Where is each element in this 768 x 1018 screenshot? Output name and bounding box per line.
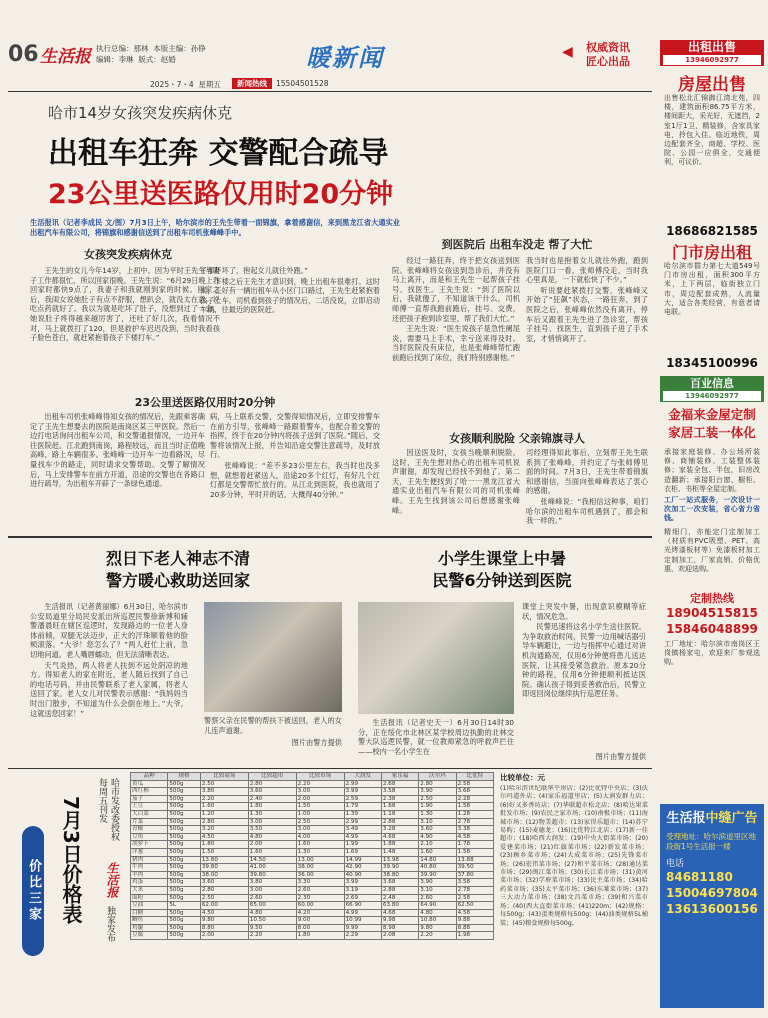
story-2-credit: 图片由警方提供: [291, 738, 342, 747]
ad-3-phone-2: 15846048899: [666, 622, 758, 636]
table-cell: 500g: [168, 788, 201, 796]
table-cell: 13.00: [296, 856, 344, 864]
table-cell: 白糖: [131, 909, 168, 917]
price-col-header: 比较超市: [248, 773, 296, 781]
table-cell: 10.99: [344, 917, 381, 925]
table-cell: 1.90: [419, 803, 456, 811]
table-cell: 500g: [168, 864, 201, 872]
table-cell: 1.58: [456, 848, 493, 856]
lead-subhead-3: 到医院后 出租车没走 帮了大忙: [441, 238, 593, 251]
table-cell: 豆腐: [131, 932, 168, 940]
table-cell: 40.80: [419, 864, 456, 872]
table-cell: 8.88: [456, 924, 493, 932]
table-cell: 40.90: [344, 871, 381, 879]
table-cell: 3.49: [344, 826, 381, 834]
table-cell: 500g: [168, 886, 201, 894]
sidebar-classifieds: [660, 40, 764, 1012]
table-cell: 39.50: [456, 864, 493, 872]
table-cell: 猪肉: [131, 856, 168, 864]
table-cell: 3.68: [381, 879, 418, 887]
ad-3-address: 工厂地址：哈尔滨市南岗区王岗镇杨家屯，欢迎来厂参观选购。: [664, 640, 760, 667]
sidebar-top-label: 出租出售 13946092977: [660, 40, 764, 66]
table-cell: 42.90: [344, 864, 381, 872]
bottom-ad-address: 受理地址：哈尔滨道里区地段街1号生活报一楼: [666, 832, 756, 851]
table-cell: 39.80: [200, 864, 248, 872]
table-cell: 2.80: [200, 886, 248, 894]
table-cell: 1.99: [344, 841, 381, 849]
table-row: [131, 864, 494, 872]
ad-3-body-2: 精细门，亦能定门定制加工（材质有PVC吸塑、PET、高光烤漆板材等）免漆板材加工定制加工，厂家直销，价格优惠，欢迎选购。: [664, 528, 760, 573]
lead-col-4: 病，马上联系交警，交警得知情况后，立即安排警车在前方引导，张峰峰一路跟着警车，也配合着交警的指挥，终于在20分钟内将孩子送到了医院。”随后，交警将该情况上报，并告知沿途交警注意疏导，及时放行。 张峰峰说：“差不多23公里左右，我当时也没多想，就想着赶紧送人，沿途20多个红灯，有好几个红灯都是交警帮忙放行的。从江北到医院，我也就用了20多分钟，平时开的话，大概得40分钟。”: [210, 412, 380, 499]
story-3-body: 生活报讯（记者史天一）6月30日14时30分，正在绥化市北林区某学校周边执勤的北林交警大队巡逻民警，就一位教师紧急的呼救声拦住——校内一名小学生在: [358, 718, 514, 756]
bottom-ad-phone-3: 13613600156: [666, 902, 758, 916]
table-cell: 3.10: [419, 886, 456, 894]
table-cell: 2.60: [248, 894, 296, 902]
table-cell: 1.50: [296, 803, 344, 811]
table-cell: 1.39: [344, 810, 381, 818]
table-cell: 1.69: [344, 848, 381, 856]
table-cell: 13.98: [381, 856, 418, 864]
table-row: [131, 818, 494, 826]
table-row: [131, 848, 494, 856]
bottom-ad-hotline-label: 电话: [666, 859, 685, 869]
table-cell: 500g: [168, 917, 201, 925]
story-2-body: 生活报讯（记者黄丽娜）6月30日，哈尔滨市公安局道里分局民安派出所巡逻民警徐新博和辅警潘晨旺在辖区巡逻时，发现路边的一位老人身体前倾，双腿无法迈步，正大的汗珠顺着他的脸颊滚落。“大爷！您怎么了？”两人赶忙上前，急切地问道。老人嘴唇蠕动，但无法清晰表达。 天气炎热，两人将老人扶到不远处阴凉的地方。得知老人的家在附近，老人随后找到了自己的电话号码，并由民警联系了老人家属，将老人送回了家。老人女儿对民警表示感谢：“我妈妈当时出门散步，不知道为什么会倒在地上。”大爷，这就送您回家！”: [30, 602, 188, 718]
table-cell: 500g: [168, 894, 201, 902]
table-cell: 60.00: [296, 902, 344, 910]
table-cell: 4.99: [344, 833, 381, 841]
table-row: [131, 886, 494, 894]
table-cell: 1.60: [296, 841, 344, 849]
lead-story: [8, 94, 652, 528]
ad-3-title: 金福来金屋定制 家居工装一体化: [668, 407, 756, 440]
price-table-title: 7月3日价格表: [59, 796, 83, 924]
table-cell: 8.00: [296, 924, 344, 932]
table-cell: 鸡腿: [131, 924, 168, 932]
table-cell: 大白菜: [131, 810, 168, 818]
ad-3-hotline-label: 定制热线: [690, 592, 734, 605]
table-cell: 8.80: [200, 924, 248, 932]
table-cell: 2.00: [248, 841, 296, 849]
table-cell: 4.58: [456, 909, 493, 917]
table-cell: 64.90: [419, 902, 456, 910]
table-cell: 茄子: [131, 795, 168, 803]
table-cell: 鲫鱼: [131, 917, 168, 925]
table-cell: 1.18: [381, 810, 418, 818]
table-cell: 3.60: [248, 788, 296, 796]
table-cell: 2.20: [248, 932, 296, 940]
table-cell: 3.60: [200, 879, 248, 887]
table-row: [131, 909, 494, 917]
price-col-header: 规格: [168, 773, 201, 781]
lead-subhead-1: 女孩突发疾病休克: [84, 248, 172, 261]
price-table-wrap: [130, 772, 494, 1008]
table-cell: 500g: [168, 833, 201, 841]
table-cell: 500g: [168, 932, 201, 940]
lead-intro: 生活报讯（记者李成民 文/图）7月3日上午，哈尔滨市的王先生带着一面锦旗，拿着感谢信，来到黑龙江省大通实业出租汽车有限公司，将锦旗和感谢信送到了出租车司机张峰峰手中。: [30, 218, 400, 237]
table-cell: 2.68: [381, 780, 418, 788]
section-divider: [8, 536, 652, 538]
table-cell: 4.50: [200, 833, 248, 841]
table-cell: 1.88: [381, 841, 418, 849]
table-cell: 13.80: [200, 856, 248, 864]
table-cell: 4.68: [381, 909, 418, 917]
table-row: [131, 788, 494, 796]
ad-2-phone: 18345100996: [666, 356, 758, 370]
table-cell: 豆角: [131, 833, 168, 841]
table-row: [131, 856, 494, 864]
table-cell: 9.00: [296, 917, 344, 925]
table-cell: 大米: [131, 886, 168, 894]
table-cell: 2.29: [344, 932, 381, 940]
price-exclusive: 独家发布: [105, 906, 115, 942]
table-cell: 1.28: [456, 810, 493, 818]
table-cell: 38.00: [200, 871, 248, 879]
lead-headline: 出租车狂奔 交警配合疏导: [48, 136, 389, 171]
table-cell: 2.78: [456, 886, 493, 894]
table-cell: 3.19: [344, 886, 381, 894]
lead-col-7: 因送医及时，女孩当晚顺利脱险。这时，王先生想对热心的出租车司机说声谢谢，却发现已经找不到他了。第二天，王先生便找到了哈一一黑龙江省大通实业出租汽车有限公司的司机张峰峰。王先生找到该公司后想感谢张峰峰。: [392, 448, 520, 515]
table-cell: 10.80: [419, 917, 456, 925]
table-cell: 2.60: [296, 886, 344, 894]
table-cell: 1.58: [456, 803, 493, 811]
price-col-header: 家乐福: [381, 773, 418, 781]
table-cell: 3.68: [456, 788, 493, 796]
price-col-header: 大润发: [344, 773, 381, 781]
table-cell: 13.88: [456, 856, 493, 864]
table-row: [131, 833, 494, 841]
price-table-header: [131, 773, 494, 781]
table-cell: 面粉: [131, 894, 168, 902]
table-cell: 1.79: [344, 803, 381, 811]
table-cell: 4.90: [419, 833, 456, 841]
table-cell: 2.88: [381, 886, 418, 894]
table-cell: 39.90: [419, 871, 456, 879]
table-cell: 14.80: [419, 856, 456, 864]
table-cell: 1.60: [248, 848, 296, 856]
table-cell: 500g: [168, 909, 201, 917]
table-cell: 500g: [168, 826, 201, 834]
table-cell: 9.98: [381, 917, 418, 925]
table-cell: 3.00: [248, 818, 296, 826]
table-cell: 洋葱: [131, 848, 168, 856]
table-cell: 41.00: [248, 864, 296, 872]
table-cell: 2.50: [200, 780, 248, 788]
table-row: [131, 795, 494, 803]
story-2-headline: 烈日下老人神志不清 警方暖心救助送回家: [105, 549, 250, 590]
paper-name-logo: 生活报: [40, 47, 91, 67]
table-cell: 14.50: [248, 856, 296, 864]
table-cell: 500g: [168, 810, 201, 818]
story-elderly-rescue: [8, 540, 348, 766]
table-cell: 2.80: [248, 780, 296, 788]
story-3-credit: 图片由警方提供: [595, 752, 646, 761]
price-band-label: 价比三家: [22, 826, 44, 956]
table-row: [131, 932, 494, 940]
table-cell: 500g: [168, 879, 201, 887]
hotline-number: 15504501528: [276, 79, 329, 88]
lead-col-2: 子都吓坏了，抱起女儿就往外跑。” 下楼之后王先生才意识到，晚上出租车很难打。这时候，正好有一辆出租车从小区门口路过，王先生赶紧抱着孩子上车。司机看到孩子的情况后，二话没说，立即启动车辆，往最近的医院赶。: [200, 266, 380, 315]
lead-col-5: 经过一路狂奔，终于把女孩送到医院。张峰峰将女孩送到急诊后，并没有马上离开，而是和王先生一起帮孩子挂号、找医生。王先生说：“到了医院以后，我就傻了，不知道该干什么，司机师傅一直帮我跑前跑后，挂号、交费，还把孩子抱到诊室里，帮了我们大忙。” 王先生说：“医生说孩子是急性阑尾炎，需要马上手术，幸亏送来得及时。当时医院没有床位，也是张峰峰帮忙跑前跑后找到了床位，我们特别感谢他。”: [392, 256, 520, 362]
price-col-header: 比较市场: [296, 773, 344, 781]
table-cell: 3.58: [456, 879, 493, 887]
table-cell: 4.80: [248, 833, 296, 841]
table-cell: 土豆: [131, 803, 168, 811]
table-cell: 5L: [168, 902, 201, 910]
table-cell: 2.69: [344, 894, 381, 902]
lead-col-1: 王先生的女儿今年14岁，上初中。因为平时王先生与妻子工作都很忙，所以回家很晚。王先生说：“6月29日晚上我回家时都快9点了，我妻子和我就刚到家的时候。回家之后，我闺女说她肚子有点不舒服，想趴会，就没太在意。说吃点药就好了。我以为就是吃坏了肚子，没想到过了一会，她说肚子疼得越来越厉害了，还吐了好几次，我看情况不对，马上就拨打了120，但是救护车迟迟没到，当时我看孩子脸色苍白，就赶紧抱着孩子下楼打车。”: [30, 266, 220, 343]
table-cell: 牛肉: [131, 864, 168, 872]
table-cell: 4.99: [344, 909, 381, 917]
table-cell: 3.60: [419, 826, 456, 834]
table-cell: 38.80: [381, 871, 418, 879]
table-cell: 3.90: [419, 788, 456, 796]
table-cell: 2.10: [419, 841, 456, 849]
table-cell: 4.68: [381, 833, 418, 841]
bottom-ad-phone-1: 84681180: [666, 870, 733, 884]
ad-3-highlight: 工厂一站式服务，一次设计一次加工一次安装，省心省力省钱。: [664, 496, 760, 523]
story-student-heatstroke: [352, 540, 652, 766]
story-3-body-2: 课堂上突发中暑，出现意识模糊等症状，情况危急。 民警迅速将这名小学生送往医院。为争取救治时间，民警一边用喊话器引导车辆避让，一边与指挥中心通过对讲机沟通路况，仅用6分钟便将患儿送达医院，让其接受紧急救治。原本20分钟的路程，仅用6分钟便顺利抵达医院。确认孩子得到妥善救治后，民警立即返回岗位继续执行巡逻任务。: [522, 602, 646, 699]
lead-subheadline: 23公里送医路仅用时20分钟: [48, 179, 394, 210]
table-cell: 2.58: [456, 780, 493, 788]
table-cell: 1.20: [200, 810, 248, 818]
price-notes-title: 比较单位：元: [500, 773, 545, 782]
table-cell: 4.80: [248, 909, 296, 917]
story-2-caption: 警察父亲在民警的帮扶下被送回，老人的女儿连声道谢。: [204, 716, 342, 735]
table-cell: 1.80: [296, 932, 344, 940]
table-cell: 14.99: [344, 856, 381, 864]
table-cell: 9.88: [456, 917, 493, 925]
ad-1-phone: 18686821585: [666, 224, 758, 238]
table-row: [131, 803, 494, 811]
table-cell: 2.20: [296, 780, 344, 788]
price-notes: [500, 772, 648, 1008]
table-cell: 黄瓜: [131, 780, 168, 788]
table-cell: 1.00: [296, 810, 344, 818]
photo-police-carrying-student: [358, 602, 514, 714]
table-cell: 2.59: [344, 795, 381, 803]
table-cell: 3.20: [200, 826, 248, 834]
table-cell: 63.80: [381, 902, 418, 910]
table-row: [131, 879, 494, 887]
table-cell: 2.08: [381, 932, 418, 940]
table-cell: 2.88: [381, 818, 418, 826]
table-cell: 2.00: [200, 932, 248, 940]
table-row: [131, 810, 494, 818]
table-cell: 3.30: [296, 879, 344, 887]
table-cell: 500g: [168, 780, 201, 788]
price-source: 哈市发改委授权 每周五刊发: [97, 778, 119, 841]
table-cell: 3.00: [296, 788, 344, 796]
table-cell: 39.80: [248, 871, 296, 879]
table-cell: 4.20: [296, 909, 344, 917]
photo-police-helping-elderly: [204, 602, 342, 712]
table-cell: 2.99: [344, 818, 381, 826]
bottom-ad-phone-2: 15004697804: [666, 886, 758, 900]
table-cell: 芹菜: [131, 818, 168, 826]
table-cell: 3.10: [419, 818, 456, 826]
table-cell: 3.50: [248, 826, 296, 834]
table-cell: 4.50: [200, 909, 248, 917]
table-cell: 2.99: [344, 780, 381, 788]
table-cell: 3.38: [456, 826, 493, 834]
table-cell: 2.00: [296, 795, 344, 803]
table-cell: 1.80: [248, 803, 296, 811]
table-row: [131, 894, 494, 902]
price-table: [130, 772, 494, 940]
table-cell: 500g: [168, 818, 201, 826]
bottom-ad-title: 生活报中缝广告: [666, 811, 758, 826]
table-cell: 2.20: [419, 932, 456, 940]
table-cell: 4.80: [419, 909, 456, 917]
table-cell: 2.80: [419, 780, 456, 788]
table-cell: 2.20: [200, 795, 248, 803]
table-cell: 1.50: [200, 848, 248, 856]
table-cell: 8.98: [381, 924, 418, 932]
table-cell: 62.50: [456, 902, 493, 910]
table-cell: 500g: [168, 841, 201, 849]
lead-subhead-4: 女孩顺利脱险 父亲锦旗寻人: [449, 432, 585, 445]
lead-col-3: 出租车司机张峰峰得知女孩的情况后，先跟乘客确定了王先生想要去的医院是南岗区某三甲医院。然后一边打电话询问出租车公司，和交警通报情况，一边开车往医院赶。江北跑到南岗，路程较远，而且当时正值晚高峰，路上车辆很多。张峰峰一边开车一边看路况，尽量找车少的路走，同时请求交警帮助。交警了解情况后，马上安排警车在前方开道，沿途的交警也在各路口进行疏导，为出租车开辟了一条绿色通道。: [30, 412, 205, 489]
lead-col-8: 司经理得知此事后，立刻帮王先生联系到了张峰峰，并约定了与张师傅见面的时间。7月3日，王先生带着锦旗和感谢信，当面向张峰峰表达了衷心的感谢。 张峰峰说：“我相信这种事，咱们哈尔滨的出租车司机遇到了，都会和我一样的。”: [526, 448, 648, 526]
ad-1-title: 房屋出售: [678, 75, 746, 95]
table-cell: 1.30: [296, 848, 344, 856]
table-row: [131, 841, 494, 849]
table-row: [131, 924, 494, 932]
table-cell: 3.58: [381, 788, 418, 796]
ad-3-phone-1: 18904515815: [666, 606, 758, 620]
ad-2-title: 门市房出租: [671, 243, 752, 262]
table-cell: 胡萝卜: [131, 841, 168, 849]
table-cell: 9.99: [344, 924, 381, 932]
price-col-header: 比较商场: [200, 773, 248, 781]
table-cell: 4.00: [296, 833, 344, 841]
table-cell: 500g: [168, 803, 201, 811]
table-cell: 38.00: [296, 864, 344, 872]
story-3-headline: 小学生课堂上中暑 民警6分钟送到医院: [432, 549, 572, 590]
arrow-icon: ◀: [562, 44, 573, 60]
price-col-header: 比优特: [456, 773, 493, 781]
lead-col-6: 我当时也是抱着女儿就往外跑，跑到医院门口一看，张师傅没走，当时我心里真是，一下就松快了不少。” 听说要赶紧拨打交警，张峰峰又开始了“狂飙”状态，一路狂奔，到了医院之后，张峰峰依然没有离开，停车后又跟着王先生进了急诊室，帮孩子挂号、找医生，直到孩子进了手术室，才悄悄离开了。: [526, 256, 648, 343]
table-cell: 1.68: [381, 803, 418, 811]
table-cell: 3.00: [248, 886, 296, 894]
table-cell: 鸡蛋: [131, 879, 168, 887]
table-row: [131, 780, 494, 788]
table-cell: 3.80: [200, 788, 248, 796]
table-cell: 2.30: [296, 894, 344, 902]
ad-2-body: 哈尔滨市群力第七大道549号门市房出租，面积300平方米，上下两层，临街独立门市，周边配套成熟，人流量大，适合各类经营，有意者请电联。: [664, 262, 760, 317]
table-cell: 66.90: [344, 902, 381, 910]
table-cell: 羊肉: [131, 871, 168, 879]
table-cell: 1.98: [456, 932, 493, 940]
table-cell: 豆油: [131, 902, 168, 910]
section-title: 暖新闻: [306, 44, 384, 72]
table-row: [131, 871, 494, 879]
table-cell: 1.30: [419, 810, 456, 818]
table-cell: 500g: [168, 871, 201, 879]
lead-subhead-2: 23公里送医路仅用时20分钟: [134, 396, 276, 409]
table-row: [131, 826, 494, 834]
table-cell: 2.50: [296, 818, 344, 826]
table-cell: 500g: [168, 795, 201, 803]
table-cell: 2.28: [456, 795, 493, 803]
slogan: 权威资讯 匠心出品: [586, 41, 630, 68]
ad-1-body: 出售松北汇锦御江湾北苑，四楼，建筑面积86.75平方米，楼间距大，采光好，无遮挡，2室1厅1卫，精装修，含家具家电，拎包入住。临近地铁，周边配套齐全，商超、学校、医院、公园一应俱全，交通便利，可议价。: [664, 94, 760, 167]
table-cell: 2.80: [200, 818, 248, 826]
table-cell: 2.50: [200, 894, 248, 902]
table-cell: 3.99: [344, 788, 381, 796]
price-notes-body: (1)哈尔滨世纪联华平房店；(2)比优特中央店；(3)沃尔玛道外店；(4)家乐福道里店；(5)大润发群力店；(6)好又多香坊店；(7)华联超市松北店；(8)哈达果菜批发市场；(9)农民之家市场；(10)南极市场；(11)海城市场；(12)物美超市；(13)家得乐超市；(14)苏宁易购；(15)麦德龙；(16)比优特江北店；(17)新一佳超市；(18)哈西大润发；(19)中央大街菜市场；(20)爱建菜市场；(21)红旗菜市场；(22)新发菜市场；(23)顾乡菜市场；(24)大成菜市场；(25)先锋菜市场；(26)宏伟菜市场；(27)和平菜市场；(28)通达菜市场；(29)闽江菜市场；(30)长江菜市场；(31)黄河菜市场；(32)学府菜市场；(33)民主菜市场；(34)哈药菜市场；(35)太平菜市场；(36)东莱菜市场；(37)三大动力菜市场；(38)文昌菜市场；(39)和兴菜市场；(40)西大直街菜市场；(41)220m；(42)规格：每500g；(43)蛋类规格每500g；(44)油类规格5L桶装；(45)粮食规格每500g。: [500, 785, 648, 927]
price-section: [8, 770, 652, 1014]
table-cell: 2.38: [381, 795, 418, 803]
dateline: 2025・7・4 星期五: [150, 80, 221, 89]
table-cell: 1.60: [419, 848, 456, 856]
table-cell: 36.00: [296, 871, 344, 879]
table-cell: 37.80: [456, 871, 493, 879]
table-cell: 西红柿: [131, 788, 168, 796]
table-cell: 9.50: [248, 924, 296, 932]
table-cell: 3.00: [296, 826, 344, 834]
table-cell: 2.50: [419, 795, 456, 803]
table-cell: 9.80: [419, 924, 456, 932]
table-cell: 2.40: [248, 795, 296, 803]
hotline-label: 新闻热线: [232, 78, 272, 89]
table-cell: 1.80: [200, 841, 248, 849]
table-cell: 500g: [168, 856, 201, 864]
table-cell: 2.58: [456, 894, 493, 902]
table-cell: 1.48: [381, 848, 418, 856]
price-col-header: 品种: [131, 773, 168, 781]
table-cell: 2.60: [419, 894, 456, 902]
table-row: [131, 902, 494, 910]
price-col-header: 沃尔玛: [419, 773, 456, 781]
sidebar-bottom-ad: [660, 804, 764, 1008]
table-cell: 1.30: [248, 810, 296, 818]
header-divider: [8, 91, 652, 92]
table-cell: 500g: [168, 924, 201, 932]
table-cell: 1.60: [200, 803, 248, 811]
table-cell: 2.78: [456, 818, 493, 826]
editor-credits: 执行总编：那林 本版主编：孙铮 编辑：李琳 版式：赵婚: [96, 44, 206, 64]
table-cell: 3.90: [419, 879, 456, 887]
table-cell: 39.90: [381, 864, 418, 872]
table-cell: 1.78: [456, 841, 493, 849]
price-paper-logo: 生活报: [105, 862, 119, 898]
ad-3-body: 承接家庭装修、办公场所装修、商铺装修、工装整体装修；家装全包、半包，旧房改造翻新；承接阳台窗、橱柜、衣柜、书柜等全屋定制。: [664, 448, 760, 493]
table-cell: 3.99: [344, 879, 381, 887]
table-cell: 青椒: [131, 826, 168, 834]
table-cell: 9.80: [200, 917, 248, 925]
table-cell: 10.50: [248, 917, 296, 925]
table-cell: 3.28: [381, 826, 418, 834]
sidebar-mid-label: 百业信息 13946092977: [660, 376, 764, 402]
page-number: 06: [8, 42, 39, 67]
lead-kicker: 哈市14岁女孩突发疾病休克: [48, 104, 233, 122]
table-row: [131, 917, 494, 925]
table-cell: 62.00: [200, 902, 248, 910]
table-cell: 500g: [168, 848, 201, 856]
section-divider-2: [8, 768, 652, 769]
table-cell: 3.80: [248, 879, 296, 887]
table-cell: 4.58: [456, 833, 493, 841]
table-cell: 65.00: [248, 902, 296, 910]
price-table-body: [131, 780, 494, 939]
table-cell: 2.48: [381, 894, 418, 902]
